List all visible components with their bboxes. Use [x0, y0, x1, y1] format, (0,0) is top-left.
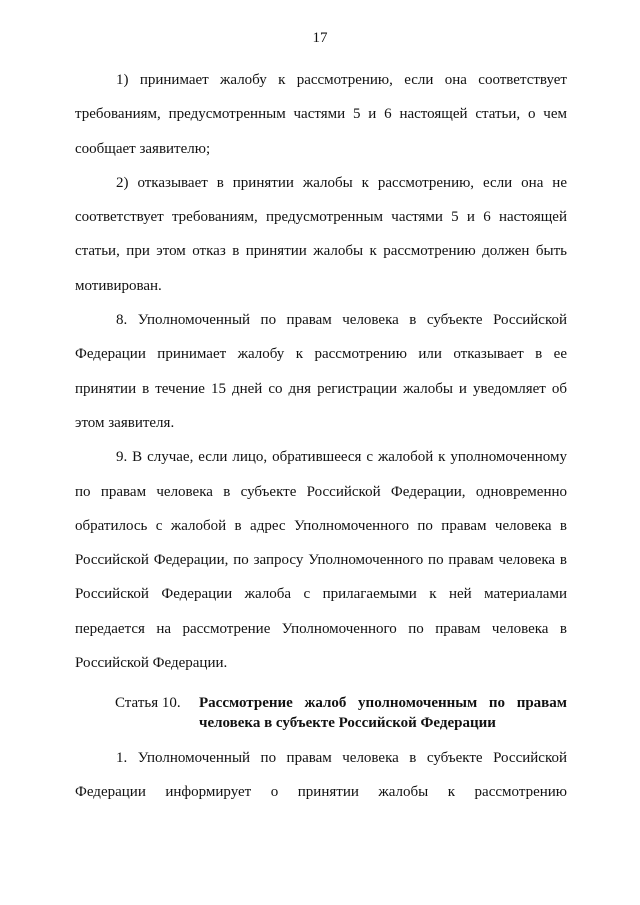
- paragraph-section-8: 8. Уполномоченный по правам человека в субъекте Российской Федерации принимает жалобу к рассмотрению или отказывает в ее принятии в течение 15 дней со дня регистрации жалобы и уведомляет об этом заявителя.: [75, 312, 567, 431]
- article-label: Статья 10.: [115, 695, 181, 711]
- page-number: 17: [312, 30, 328, 46]
- paragraph-item-2: 2) отказывает в принятии жалобы к рассмотрению, если она не соответствует требованиям, предусмотренным частями 5 и 6 настоящей статьи, при этом отказ в принятии жалобы к рассмотрению должен быть мотивирован.: [75, 174, 567, 294]
- article-heading: [115, 693, 567, 733]
- article-title: Рассмотрение жалоб уполномоченным по правам человека в субъекте Российской Федерации: [199, 695, 567, 731]
- body-text: [75, 63, 567, 680]
- paragraph-article-10-item-1: 1. Уполномоченный по правам человека в субъекте Российской Федерации информирует о принятии жалобы к рассмотрению: [75, 750, 567, 801]
- paragraph-item-1: 1) принимает жалобу к рассмотрению, если она соответствует требованиям, предусмотренным частями 5 и 6 настоящей статьи, о чем сообщает заявителю;: [75, 72, 567, 157]
- paragraph-section-9: 9. В случае, если лицо, обратившееся с жалобой к уполномоченному по правам человека в субъекте Российской Федерации, одновременно обратилось с жалобой в адрес Уполномоченного по правам человека в Российской Федерации, по запросу Уполномоченного по правам человека в Российской Федерации жалоба с прилагаемыми к ней материалами передается на рассмотрение Уполномоченного по правам человека в Российской Федерации.: [75, 449, 567, 672]
- body-text-continued: [75, 741, 567, 810]
